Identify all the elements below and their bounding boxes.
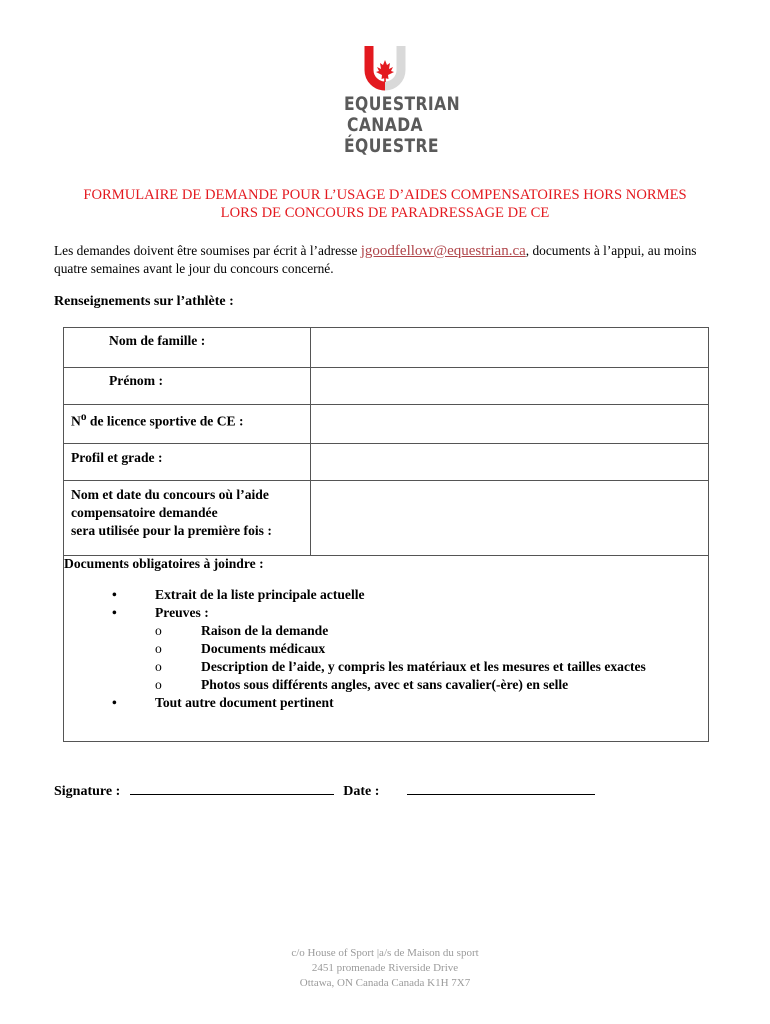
footer-line-2: 2451 promenade Riverside Drive — [311, 962, 459, 974]
bullet-icon: • — [112, 695, 117, 710]
documents-row — [64, 556, 709, 742]
sub-list-item-label: Description de l’aide, y compris les matériaux et les mesures et tailles exactes — [201, 659, 646, 674]
table-row — [64, 405, 709, 444]
signature-label: Signature : — [54, 784, 121, 799]
documents-heading: Documents obligatoires à joindre : — [64, 556, 264, 571]
documents-list — [64, 586, 708, 712]
logo-line-1: EQUESTRIAN — [344, 93, 461, 115]
profile-grade-label: Profil et grade : — [71, 450, 163, 465]
circle-bullet-icon: o — [155, 641, 162, 656]
profile-grade-field[interactable] — [311, 444, 709, 481]
circle-bullet-icon: o — [155, 677, 162, 692]
first-name-field[interactable] — [311, 368, 709, 405]
signature-row — [54, 780, 595, 800]
list-item — [64, 604, 708, 622]
last-name-label: Nom de famille : — [109, 333, 206, 348]
equestrian-canada-logo — [335, 44, 461, 157]
licence-number-field[interactable] — [311, 405, 709, 444]
section-title: Renseignements sur l’athlète : — [54, 294, 234, 309]
form-title-line-1: FORMULAIRE DE DEMANDE POUR L’USAGE D’AIDES COMPENSATOIRES HORS NORMES — [83, 187, 687, 203]
label-cell — [64, 368, 311, 405]
first-name-label: Prénom : — [109, 373, 163, 388]
label-cell — [64, 481, 311, 556]
athlete-info-table — [63, 327, 709, 742]
sub-list-item — [64, 658, 708, 676]
sub-list-item — [64, 676, 708, 694]
footer-line-3: Ottawa, ON Canada Canada K1H 7X7 — [299, 977, 471, 989]
circle-bullet-icon: o — [155, 623, 162, 638]
table-row — [64, 481, 709, 556]
bullet-icon: • — [112, 605, 117, 620]
event-label-line-3: sera utilisée pour la première fois : — [71, 523, 272, 538]
licence-label-rest: de licence sportive de CE : — [86, 413, 244, 429]
horseshoe-maple-leaf-icon — [355, 44, 415, 92]
sub-list-item — [64, 622, 708, 640]
form-title — [40, 186, 730, 222]
intro-paragraph — [54, 242, 724, 278]
event-label — [64, 481, 310, 540]
list-item-label: Preuves : — [155, 605, 209, 620]
licence-prefix: N — [71, 413, 81, 429]
logo-line-3: ÉQUESTRE — [344, 135, 439, 157]
sub-list-item-label: Photos sous différents angles, avec et sans cavalier(-ère) en selle — [201, 677, 569, 692]
footer-address — [185, 946, 585, 991]
event-field[interactable] — [311, 481, 709, 556]
label-cell — [64, 405, 311, 444]
circle-bullet-icon: o — [155, 659, 162, 674]
table-row — [64, 444, 709, 481]
sub-list-item-label: Raison de la demande — [201, 623, 329, 638]
list-item-label: Extrait de la liste principale actuelle — [155, 587, 365, 602]
event-label-line-2: compensatoire demandée — [71, 505, 218, 520]
label-cell — [64, 328, 311, 368]
date-line[interactable] — [407, 780, 595, 795]
licence-number-label — [64, 405, 310, 430]
email-link[interactable]: jgoodfellow@equestrian.ca — [360, 243, 526, 259]
table-row — [64, 328, 709, 368]
table-row — [64, 368, 709, 405]
licence-superscript: o — [80, 411, 87, 423]
sub-list-item — [64, 640, 708, 658]
documents-cell — [64, 556, 709, 742]
intro-text-before: Les demandes doivent être soumises par écrit à l’adresse — [54, 243, 361, 258]
logo-wordmark — [344, 93, 461, 157]
last-name-field[interactable] — [311, 328, 709, 368]
form-title-line-2: LORS DE CONCOURS DE PARADRESSAGE DE CE — [220, 205, 550, 221]
intro-text-after: , documents à l’appui, au moins quatre semaines avant le jour du concours concerné. — [54, 243, 697, 276]
list-item — [64, 694, 708, 712]
list-item-label: Tout autre document pertinent — [155, 695, 334, 710]
bullet-icon: • — [112, 587, 117, 602]
list-item — [64, 586, 708, 604]
sub-list-item-label: Documents médicaux — [201, 641, 326, 656]
footer-line-1: c/o House of Sport |a/s de Maison du sport — [291, 947, 479, 959]
date-label: Date : — [343, 784, 380, 799]
label-cell — [64, 444, 311, 481]
event-label-line-1: Nom et date du concours où l’aide — [71, 487, 269, 502]
logo-line-2: CANADA — [346, 114, 424, 136]
signature-line[interactable] — [130, 780, 334, 795]
